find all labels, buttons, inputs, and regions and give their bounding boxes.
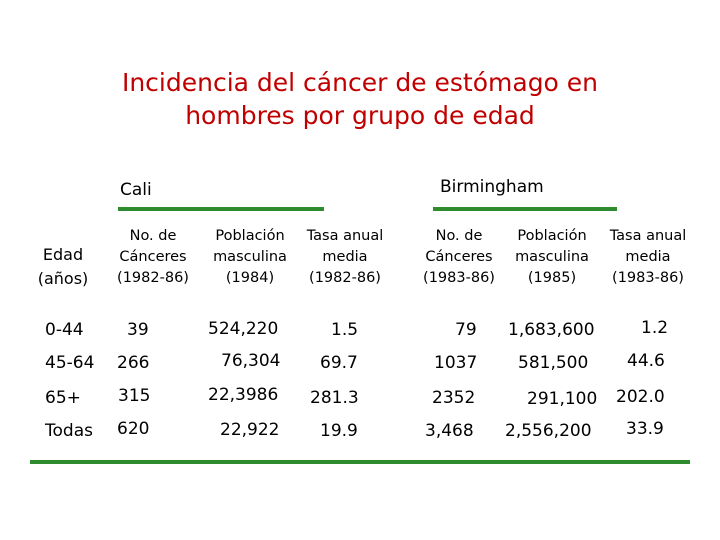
rule-cali — [118, 207, 324, 211]
cell-cali-rate: 69.7 — [320, 353, 358, 373]
cell-bir-population: 581,500 — [518, 353, 589, 373]
cell-bir-cases: 1037 — [434, 353, 478, 373]
cell-bir-cases: 79 — [455, 320, 477, 340]
group-label-birmingham: Birmingham — [440, 177, 544, 197]
header-bir-population: Población masculina (1985) — [515, 228, 589, 286]
cell-cali-cases: 39 — [127, 320, 149, 340]
cell-bir-cases: 3,468 — [425, 421, 474, 441]
cell-cali-rate: 19.9 — [320, 421, 358, 441]
cell-cali-cases: 620 — [117, 419, 150, 439]
title-line-1: Incidencia del cáncer de estómago en — [121, 68, 599, 97]
cell-age: Todas — [45, 421, 93, 441]
cell-age: 0-44 — [45, 320, 84, 340]
cell-bir-rate: 44.6 — [627, 351, 665, 371]
rule-bottom — [30, 460, 690, 464]
cell-cali-population: 76,304 — [221, 351, 281, 371]
cell-cali-population: 524,220 — [208, 319, 279, 339]
rule-birmingham — [433, 207, 617, 211]
title-line-2: hombres por grupo de edad — [185, 101, 535, 130]
cell-bir-rate: 33.9 — [626, 419, 664, 439]
cell-bir-cases: 2352 — [432, 388, 476, 408]
header-bir-cases: No. de Cánceres (1983-86) — [423, 228, 495, 286]
cell-cali-rate: 281.3 — [310, 388, 359, 408]
cell-age: 45-64 — [45, 353, 95, 373]
header-age: Edad (años) — [37, 245, 89, 288]
cell-bir-population: 291,100 — [527, 389, 598, 409]
cell-cali-population: 22,3986 — [208, 385, 279, 405]
header-cali-population: Población masculina (1984) — [213, 228, 287, 286]
cell-bir-population: 2,556,200 — [505, 421, 592, 441]
header-bir-rate: Tasa anual media (1983-86) — [609, 228, 687, 286]
cell-bir-rate: 202.0 — [616, 387, 665, 407]
cell-cali-cases: 315 — [118, 386, 151, 406]
cell-cali-rate: 1.5 — [331, 320, 359, 340]
group-label-cali: Cali — [120, 180, 152, 200]
cell-age: 65+ — [45, 388, 81, 408]
cell-bir-population: 1,683,600 — [508, 320, 595, 340]
cell-bir-rate: 1.2 — [641, 318, 669, 338]
slide-title — [0, 66, 720, 132]
header-cali-cases: No. de Cánceres (1982-86) — [117, 228, 189, 286]
header-cali-rate: Tasa anual media (1982-86) — [306, 228, 384, 286]
cell-cali-cases: 266 — [117, 353, 150, 373]
cell-cali-population: 22,922 — [220, 420, 280, 440]
